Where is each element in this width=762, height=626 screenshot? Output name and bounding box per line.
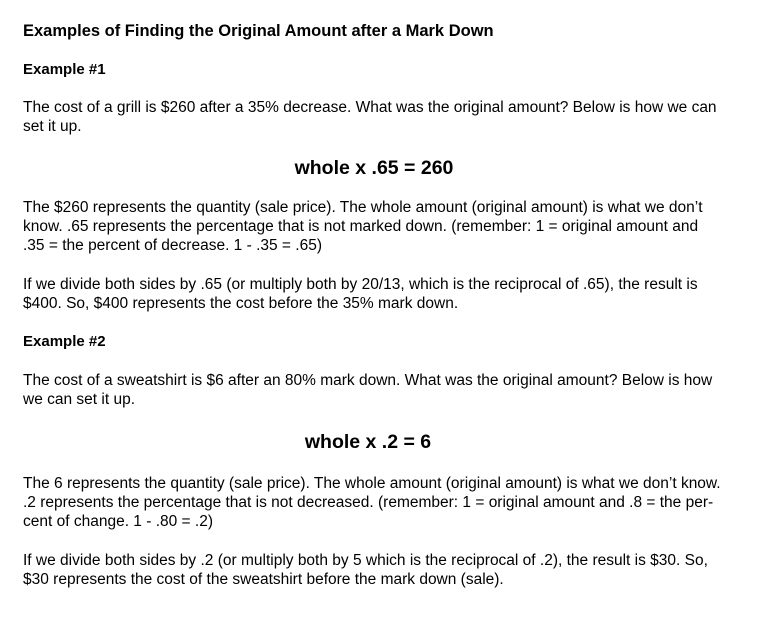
example-1-solution-line: If we divide both sides by .65 (or multiply both by 20/13, which is the reciprocal of .65), the result is	[23, 276, 698, 293]
example-1-intro-line: The cost of a grill is $260 after a 35% decrease. What was the original amount? Below is how we can	[23, 99, 717, 116]
example-1-intro	[23, 98, 745, 136]
example-2-explanation-line: The 6 represents the quantity (sale price). The whole amount (original amount) is what we don’t know.	[23, 475, 721, 492]
example-1-explanation-line: .35 = the percent of decrease. 1 - .35 = .65)	[23, 237, 322, 254]
example-2-heading: Example #2	[23, 333, 106, 350]
example-2-intro-line: The cost of a sweatshirt is $6 after an 80% mark down. What was the original amount? Below is how	[23, 372, 713, 389]
example-2-intro-line: we can set it up.	[23, 391, 136, 408]
document-title: Examples of Finding the Original Amount after a Mark Down	[23, 22, 494, 40]
example-1-explanation-line: know. .65 represents the percentage that is not marked down. (remember: 1 = original amount and	[23, 218, 699, 235]
example-1-equation: whole x .65 = 260	[294, 157, 454, 179]
example-2-solution-line: $30 represents the cost of the sweatshirt before the mark down (sale).	[23, 571, 504, 588]
example-1-explanation	[23, 198, 745, 255]
example-1-explanation-line: The $260 represents the quantity (sale price). The whole amount (original amount) is what we don’t	[23, 199, 703, 216]
example-2-explanation-line: .2 represents the percentage that is not decreased. (remember: 1 = original amount and .8 = the per-	[23, 494, 714, 511]
example-2-solution-line: If we divide both sides by .2 (or multiply both by 5 which is the reciprocal of .2), the result is $30. So,	[23, 552, 708, 569]
example-2-intro	[23, 371, 745, 409]
example-1-solution-line: $400. So, $400 represents the cost before the 35% mark down.	[23, 295, 459, 312]
example-1-solution	[23, 275, 745, 313]
example-2-solution	[23, 551, 745, 589]
example-2-explanation-line: cent of change. 1 - .80 = .2)	[23, 513, 213, 530]
example-1-intro-line: set it up.	[23, 118, 82, 135]
example-2-explanation	[23, 474, 745, 531]
example-1-heading: Example #1	[23, 61, 106, 78]
example-2-equation: whole x .2 = 6	[304, 431, 432, 453]
